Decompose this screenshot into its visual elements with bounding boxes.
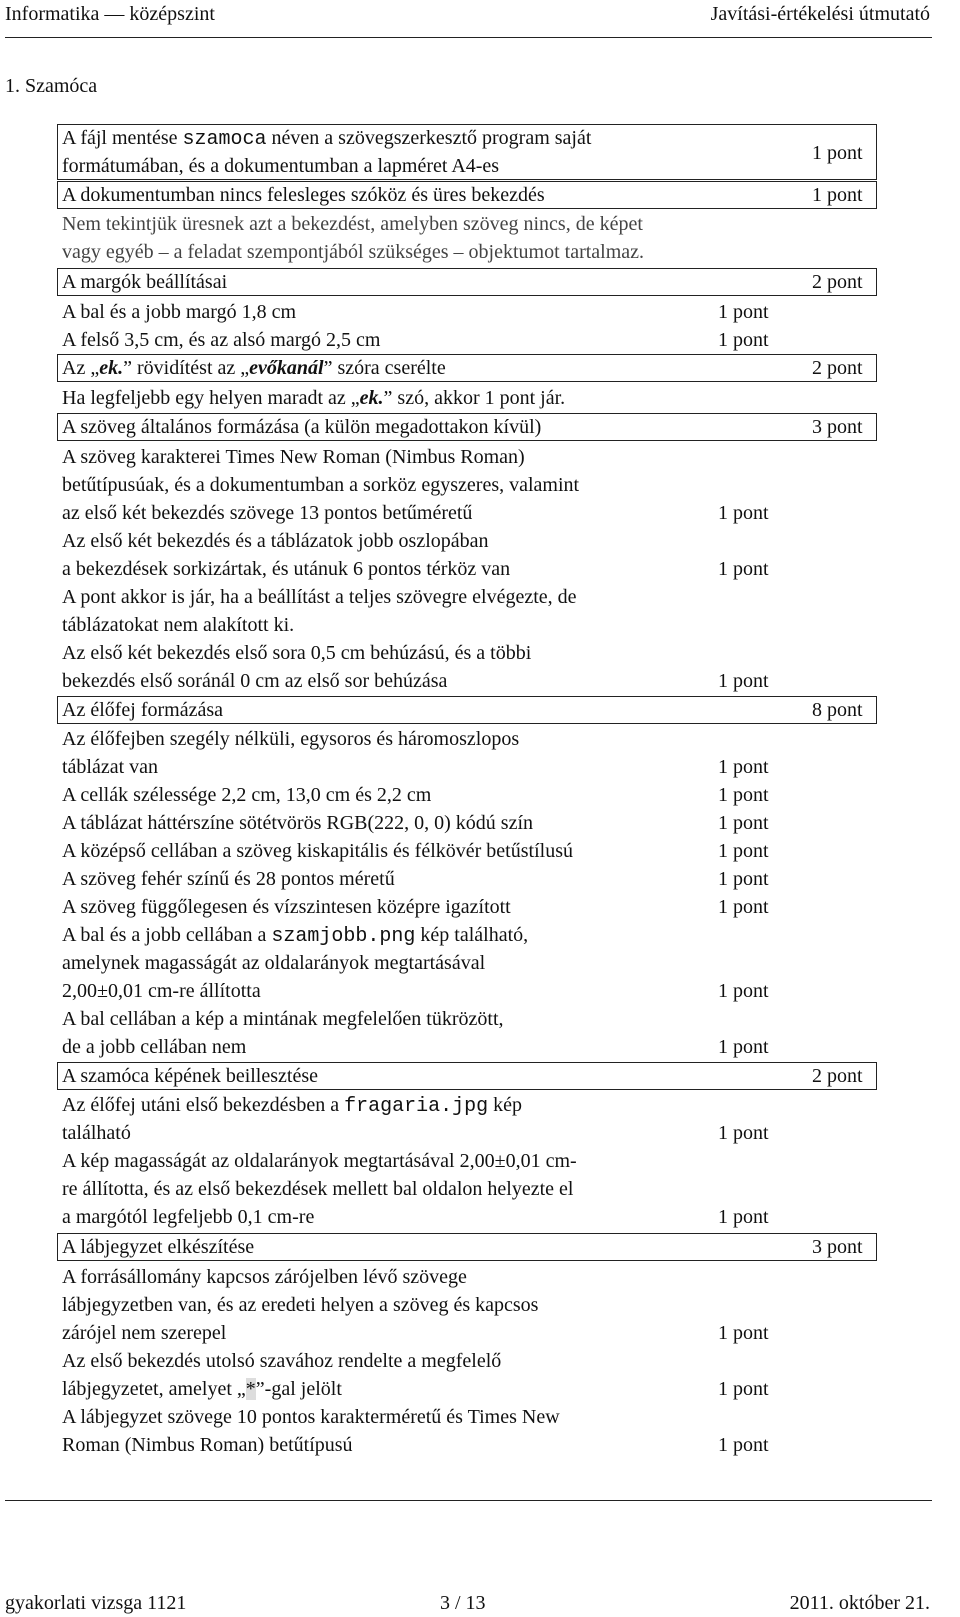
sub-header-mirror-points: 1 pont: [718, 1036, 769, 1058]
sub-image-size-line1: A kép magasságát az oldalarányok megtartásával 2,00±0,01 cm-: [62, 1150, 577, 1172]
sub-margin-lr-points: 1 pont: [718, 301, 769, 323]
sub-header-table-line1: Az élőfejben szegély nélküli, egysoros és háromoszlopos: [62, 728, 520, 750]
criterion-image-points: 2 pont: [812, 1065, 863, 1087]
sub-format-justify-line2: a bekezdések sorkizártak, és utánuk 6 pontos térköz van: [62, 558, 511, 580]
sub-header-white: A szöveg fehér színű és 28 pontos méretű: [62, 868, 395, 890]
sub-footnote-font-line2: Roman (Nimbus Roman) betűtípusú: [62, 1434, 353, 1456]
sub-format-font-line1: A szöveg karakterei Times New Roman (Nimbus Roman): [62, 446, 525, 468]
header-rule: [5, 37, 932, 38]
header-left: Informatika — középszint: [5, 3, 215, 25]
sub-format-font-points: 1 pont: [718, 502, 769, 524]
sub-header-table-line2: táblázat van: [62, 756, 159, 778]
criterion-ek-points: 2 pont: [812, 357, 863, 379]
sub-header-images-line3: 2,00±0,01 cm-re állította: [62, 980, 261, 1002]
criterion-spaces: A dokumentumban nincs felesleges szóköz és üres bekezdés: [62, 184, 545, 206]
criterion-save-points: 1 pont: [812, 142, 863, 164]
criterion-ek: Az „ek.” rövidítést az „evőkanál” szóra cserélte: [62, 357, 446, 379]
sub-margin-tb-points: 1 pont: [718, 329, 769, 351]
sub-header-white-points: 1 pont: [718, 868, 769, 890]
sub-header-images-line1: A bal és a jobb cellában a szamjobb.png kép található,: [62, 924, 529, 948]
sub-footnote-source-line2: lábjegyzetben van, és az eredeti helyen a szöveg és kapcsos: [62, 1294, 539, 1316]
sub-footnote-source-points: 1 pont: [718, 1322, 769, 1344]
sub-footnote-source-line3: zárójel nem szerepel: [62, 1322, 227, 1344]
criterion-save-line1: A fájl mentése szamoca néven a szövegszerkesztő program saját: [62, 127, 592, 151]
sub-footnote-mark-line1: Az első bekezdés utolsó szavához rendelte a megfelelő: [62, 1350, 502, 1372]
sub-format-justify-points: 1 pont: [718, 558, 769, 580]
sub-image-size-line3: a margótól legfeljebb 0,1 cm-re: [62, 1206, 315, 1228]
sub-header-widths: A cellák szélessége 2,2 cm, 13,0 cm és 2,2 cm: [62, 784, 432, 806]
sub-image-insert-line1: Az élőfej utáni első bekezdésben a fragaria.jpg kép: [62, 1094, 523, 1118]
criterion-image: A szamóca képének beillesztése: [62, 1065, 318, 1087]
criterion-format-points: 3 pont: [812, 416, 863, 438]
footer-left: gyakorlati vizsga 1121: [5, 1592, 187, 1614]
header-right: Javítási-értékelési útmutató: [710, 3, 930, 25]
criterion-header: Az élőfej formázása: [62, 699, 224, 721]
sub-footnote-source-line1: A forrásállomány kapcsos zárójelben lévő szövege: [62, 1266, 467, 1288]
sub-footnote-mark-line2: lábjegyzetet, amelyet „*”-gal jelölt: [62, 1378, 342, 1400]
sub-header-widths-points: 1 pont: [718, 784, 769, 806]
note-empty-para-line2: vagy egyéb – a feladat szempontjából szükséges – objektumot tartalmaz.: [62, 241, 645, 263]
sub-header-mirror-line2: de a jobb cellában nem: [62, 1036, 247, 1058]
sub-header-images-line2: amelynek magasságát az oldalarányok megtartásával: [62, 952, 486, 974]
sub-header-mirror-line1: A bal cellában a kép a mintának megfelelően tükrözött,: [62, 1008, 504, 1030]
footer-right: 2011. október 21.: [789, 1592, 930, 1614]
sub-header-center-points: 1 pont: [718, 896, 769, 918]
sub-image-insert-points: 1 pont: [718, 1122, 769, 1144]
sub-format-indent-line1: Az első két bekezdés első sora 0,5 cm behúzású, és a többi: [62, 642, 532, 664]
sub-footnote-mark-points: 1 pont: [718, 1378, 769, 1400]
note-format-line1: A pont akkor is jár, ha a beállítást a teljes szövegre elvégezte, de: [62, 586, 577, 608]
sub-format-indent-points: 1 pont: [718, 670, 769, 692]
criterion-footnote-points: 3 pont: [812, 1236, 863, 1258]
sub-image-size-points: 1 pont: [718, 1206, 769, 1228]
footer-rule: [5, 1500, 932, 1501]
sub-header-bg-points: 1 pont: [718, 812, 769, 834]
note-format-line2: táblázatokat nem alakított ki.: [62, 614, 295, 636]
criterion-header-points: 8 pont: [812, 699, 863, 721]
sub-footnote-font-points: 1 pont: [718, 1434, 769, 1456]
criterion-spaces-points: 1 pont: [812, 184, 863, 206]
sub-image-insert-line2: található: [62, 1122, 131, 1144]
criterion-footnote: A lábjegyzet elkészítése: [62, 1236, 255, 1258]
sub-margin-tb: A felső 3,5 cm, és az alsó margó 2,5 cm: [62, 329, 381, 351]
criterion-margins: A margók beállításai: [62, 271, 228, 293]
section-title: 1. Szamóca: [5, 75, 98, 97]
sub-format-font-line2: betűtípusúak, és a dokumentumban a sorköz egyszeres, valamint: [62, 474, 580, 496]
sub-image-size-line2: re állította, és az első bekezdések mellett bal oldalon helyezte el: [62, 1178, 574, 1200]
footer-page-number: 3 / 13: [440, 1592, 486, 1614]
sub-format-indent-line2: bekezdés első soránál 0 cm az első sor behúzása: [62, 670, 448, 692]
sub-header-center: A szöveg függőlegesen és vízszintesen középre igazított: [62, 896, 511, 918]
sub-header-images-points: 1 pont: [718, 980, 769, 1002]
criterion-margins-points: 2 pont: [812, 271, 863, 293]
sub-header-smallcaps: A középső cellában a szöveg kiskapitális és félkövér betűstílusú: [62, 840, 573, 862]
note-ek: Ha legfeljebb egy helyen maradt az „ek.” szó, akkor 1 pont jár.: [62, 387, 566, 409]
sub-footnote-font-line1: A lábjegyzet szövege 10 pontos karakterméretű és Times New: [62, 1406, 560, 1428]
sub-header-bg: A táblázat háttérszíne sötétvörös RGB(222, 0, 0) kódú szín: [62, 812, 534, 834]
sub-format-justify-line1: Az első két bekezdés és a táblázatok jobb oszlopában: [62, 530, 489, 552]
note-empty-para-line1: Nem tekintjük üresnek azt a bekezdést, amelyben szöveg nincs, de képet: [62, 213, 643, 235]
criterion-format: A szöveg általános formázása (a külön megadottakon kívül): [62, 416, 542, 438]
sub-margin-lr: A bal és a jobb margó 1,8 cm: [62, 301, 297, 323]
sub-format-font-line3: az első két bekezdés szövege 13 pontos betűméretű: [62, 502, 473, 524]
criterion-save-line2: formátumában, és a dokumentumban a lapméret A4-es: [62, 155, 500, 177]
sub-header-smallcaps-points: 1 pont: [718, 840, 769, 862]
sub-header-table-points: 1 pont: [718, 756, 769, 778]
